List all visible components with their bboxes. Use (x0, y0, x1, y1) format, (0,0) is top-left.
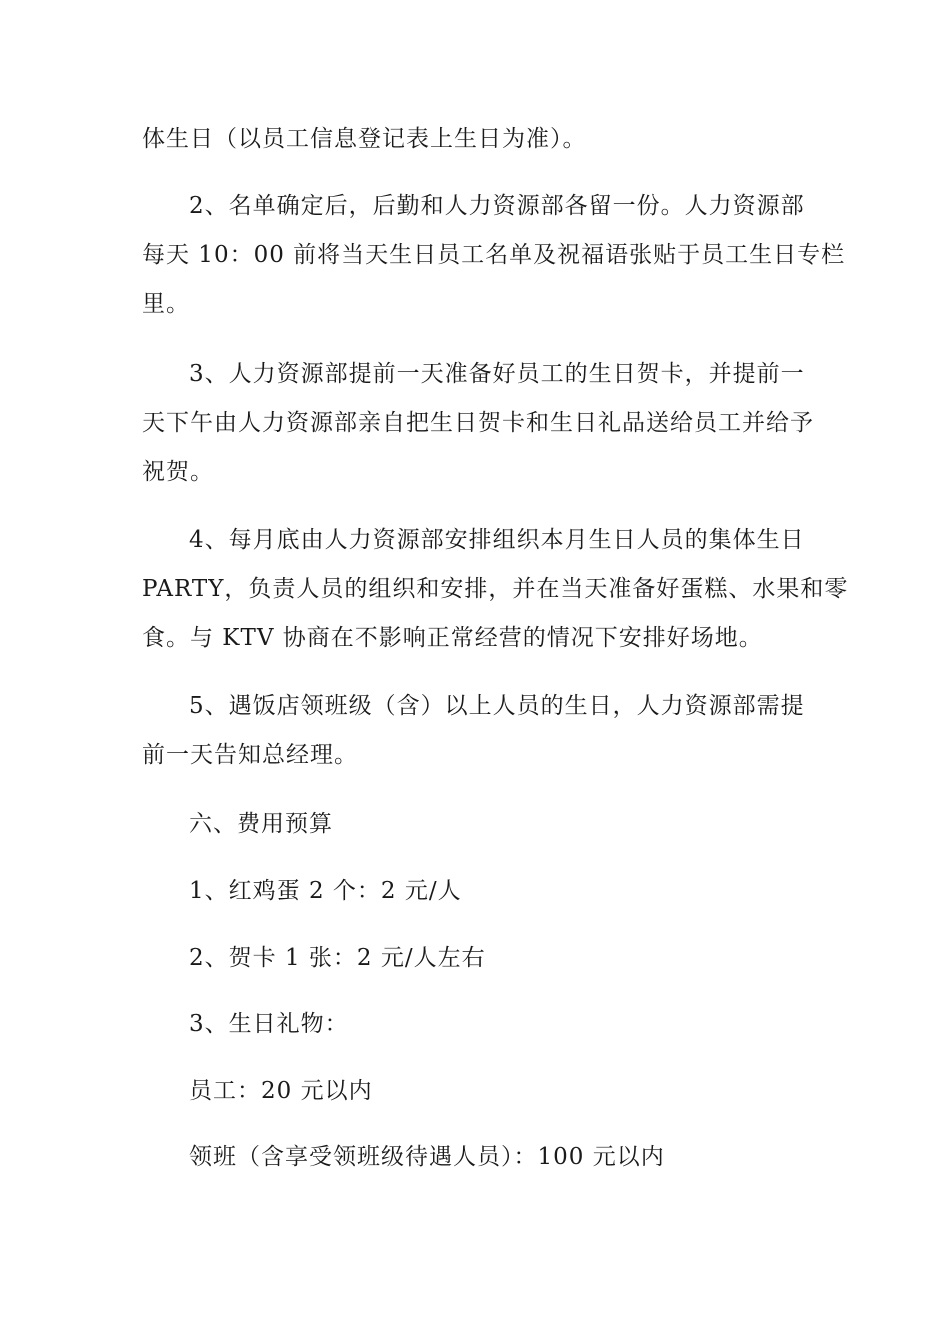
paragraph-4-line-3: 食。与 KTV 协商在不影响正常经营的情况下安排好场地。 (142, 625, 763, 651)
paragraph-2-line-2: 每天 10：00 前将当天生日员工名单及祝福语张贴于员工生日专栏 (142, 242, 846, 268)
paragraph-3-line-3: 祝贺。 (142, 459, 214, 485)
budget-item-employee-gift: 员工：20 元以内 (189, 1078, 373, 1104)
budget-item-red-eggs: 1、红鸡蛋 2 个：2 元/人 (189, 878, 462, 904)
paragraph-5-line-1: 5、遇饭店领班级（含）以上人员的生日，人力资源部需提 (189, 693, 805, 719)
budget-item-supervisor-gift: 领班（含享受领班级待遇人员）：100 元以内 (189, 1144, 665, 1170)
section-heading-budget: 六、费用预算 (189, 811, 333, 837)
paragraph-5-line-2: 前一天告知总经理。 (142, 742, 358, 768)
budget-item-greeting-card: 2、贺卡 1 张：2 元/人左右 (189, 945, 486, 971)
budget-item-birthday-gift: 3、生日礼物： (189, 1011, 349, 1037)
paragraph-4-line-1: 4、每月底由人力资源部安排组织本月生日人员的集体生日 (189, 527, 805, 553)
paragraph-3-line-1: 3、人力资源部提前一天准备好员工的生日贺卡，并提前一 (189, 361, 805, 387)
paragraph-4-line-2: PARTY，负责人员的组织和安排，并在当天准备好蛋糕、水果和零 (142, 576, 849, 602)
paragraph-2-line-1: 2、名单确定后，后勤和人力资源部各留一份。人力资源部 (189, 193, 805, 219)
paragraph-3-line-2: 天下午由人力资源部亲自把生日贺卡和生日礼品送给员工并给予 (142, 410, 814, 436)
paragraph-line-1-continuation: 体生日（以员工信息登记表上生日为准）。 (142, 126, 587, 152)
paragraph-2-line-3: 里。 (142, 291, 190, 317)
